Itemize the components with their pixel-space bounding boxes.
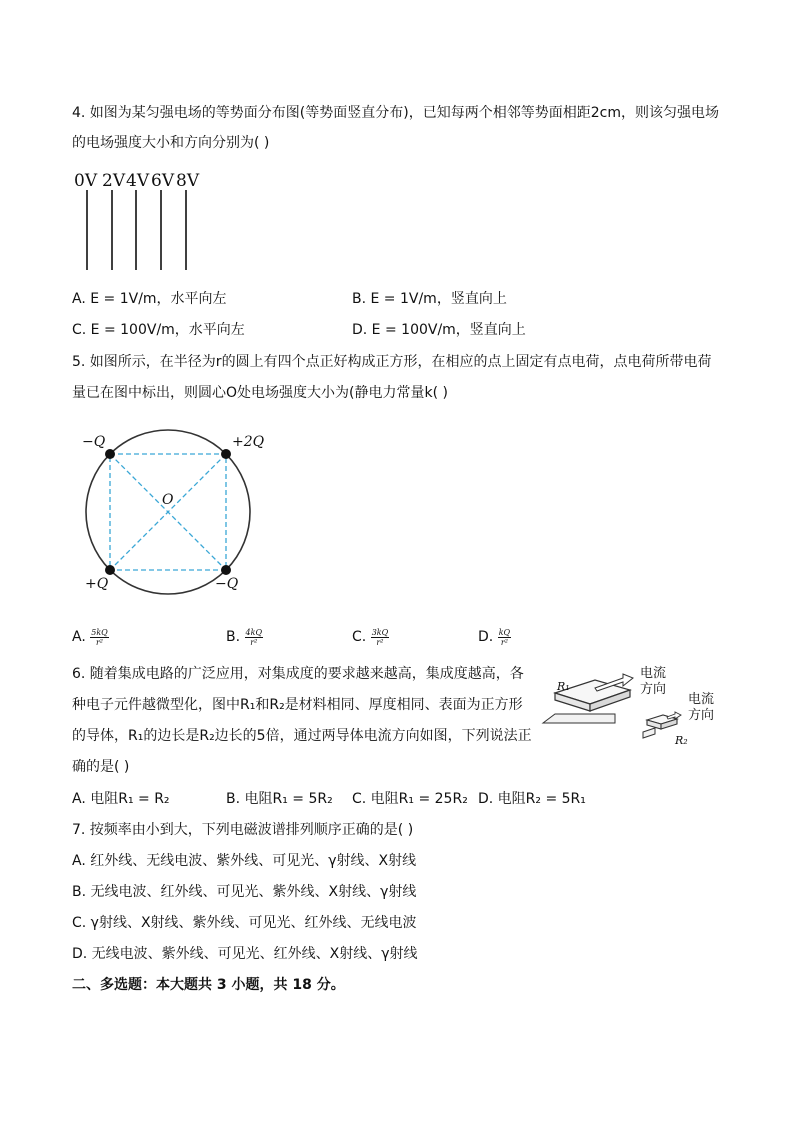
q7-option-d: D. 无线电波、紫外线、可见光、红外线、X射线、γ射线 bbox=[72, 946, 418, 962]
q5-option-a-num: 5kQ bbox=[91, 627, 108, 637]
q6-option-a: A. 电阻R₁ = R₂ bbox=[72, 791, 170, 807]
q7-option-c: C. γ射线、X射线、紫外线、可见光、红外线、无线电波 bbox=[72, 915, 417, 931]
q5-option-a bbox=[72, 627, 109, 647]
q6-stem-line4: 确的是( ) bbox=[72, 759, 130, 775]
label-bottom-left: +Q bbox=[85, 576, 109, 592]
label-center: O bbox=[162, 492, 174, 508]
q7-option-b: B. 无线电波、红外线、可见光、紫外线、X射线、γ射线 bbox=[72, 884, 417, 900]
q6-option-c: C. 电阻R₁ = 25R₂ bbox=[352, 791, 468, 807]
q5-option-a-prefix: A. bbox=[72, 629, 86, 645]
q4-label-4v: 4V bbox=[126, 171, 150, 191]
q5-option-a-den: r² bbox=[95, 637, 103, 647]
q4-label-2v: 2V bbox=[102, 171, 126, 191]
r1-label: R₁ bbox=[557, 680, 570, 693]
current2-line1: 电流 bbox=[688, 692, 715, 707]
q4-stem-line1: 4. 如图为某匀强电场的等势面分布图(等势面竖直分布)，已知每两个相邻等势面相距2cm，则该匀强电场 bbox=[72, 105, 719, 121]
q5-option-c-fraction bbox=[371, 628, 390, 647]
q6-stem-line1: 6. 随着集成电路的广泛应用，对集成度的要求越来越高，集成度越高，各 bbox=[72, 666, 524, 682]
q5-option-b-num: 4kQ bbox=[245, 627, 263, 637]
q4-option-c: C. E = 100V/m，水平向左 bbox=[72, 322, 245, 338]
label-top-left: −Q bbox=[82, 434, 106, 450]
q7-stem: 7. 按频率由小到大，下列电磁波谱排列顺序正确的是( ) bbox=[72, 822, 414, 838]
q4-option-a: A. E = 1V/m，水平向左 bbox=[72, 291, 227, 307]
section2-heading: 二、多选题：本大题共 3 小题，共 18 分。 bbox=[72, 977, 345, 993]
q5-option-d-num: kQ bbox=[498, 627, 511, 637]
q4-option-b: B. E = 1V/m，竖直向上 bbox=[352, 291, 507, 307]
charge-bottom-right bbox=[221, 565, 231, 575]
r1-lead-left bbox=[543, 714, 615, 723]
label-bottom-right: −Q bbox=[215, 576, 239, 592]
q5-option-d-den: r² bbox=[500, 637, 508, 647]
charge-top-left bbox=[105, 449, 115, 459]
q5-option-d-prefix: D. bbox=[478, 629, 494, 645]
q5-option-c-prefix: C. bbox=[352, 629, 367, 645]
q5-charges-figure bbox=[75, 428, 275, 598]
q7-option-a: A. 红外线、无线电波、紫外线、可见光、γ射线、X射线 bbox=[72, 853, 417, 869]
current-direction-label-2 bbox=[688, 692, 714, 724]
q5-option-c-num: 3kQ bbox=[371, 627, 389, 637]
current2-line2: 方向 bbox=[688, 708, 715, 723]
q4-label-0v: 0V bbox=[74, 171, 98, 191]
charge-top-right bbox=[221, 449, 231, 459]
current-direction-label-1 bbox=[640, 666, 666, 698]
q6-option-b: B. 电阻R₁ = 5R₂ bbox=[226, 791, 333, 807]
q5-option-c-den: r² bbox=[376, 637, 384, 647]
q5-option-d-fraction bbox=[498, 628, 511, 647]
label-top-right: +2Q bbox=[232, 434, 265, 450]
q5-stem-line1: 5. 如图所示，在半径为r的圆上有四个点正好构成正方形，在相应的点上固定有点电荷，点电荷所带电荷 bbox=[72, 354, 712, 370]
r2-label: R₂ bbox=[675, 734, 688, 747]
q4-equipotential-figure bbox=[70, 168, 210, 278]
q5-option-d bbox=[478, 627, 511, 647]
current1-line2: 方向 bbox=[640, 682, 667, 697]
q5-stem-line2: 量已在图中标出，则圆心O处电场强度大小为(静电力常量k( ) bbox=[72, 385, 448, 401]
q6-stem-line3: 的导体，R₁的边长是R₂边长的5倍，通过两导体电流方向如图，下列说法正 bbox=[72, 728, 532, 744]
q4-label-8v: 8V bbox=[176, 171, 200, 191]
q6-stem-line2: 种电子元件越微型化，图中R₁和R₂是材料相同、厚度相同、表面为正方形 bbox=[72, 697, 523, 713]
q4-option-d: D. E = 100V/m，竖直向上 bbox=[352, 322, 526, 338]
current1-line1: 电流 bbox=[640, 666, 667, 681]
q5-option-b-prefix: B. bbox=[226, 629, 241, 645]
q5-option-c bbox=[352, 627, 389, 647]
q4-stem-line2: 的电场强度大小和方向分别为( ) bbox=[72, 135, 270, 151]
q5-option-a-fraction bbox=[90, 628, 109, 647]
q4-label-6v: 6V bbox=[151, 171, 175, 191]
q5-option-b-fraction bbox=[245, 628, 264, 647]
q6-option-d: D. 电阻R₂ = 5R₁ bbox=[478, 791, 586, 807]
q5-option-b bbox=[226, 627, 263, 647]
charge-bottom-left bbox=[105, 565, 115, 575]
q5-option-b-den: r² bbox=[250, 637, 258, 647]
r2-lead bbox=[643, 728, 655, 738]
